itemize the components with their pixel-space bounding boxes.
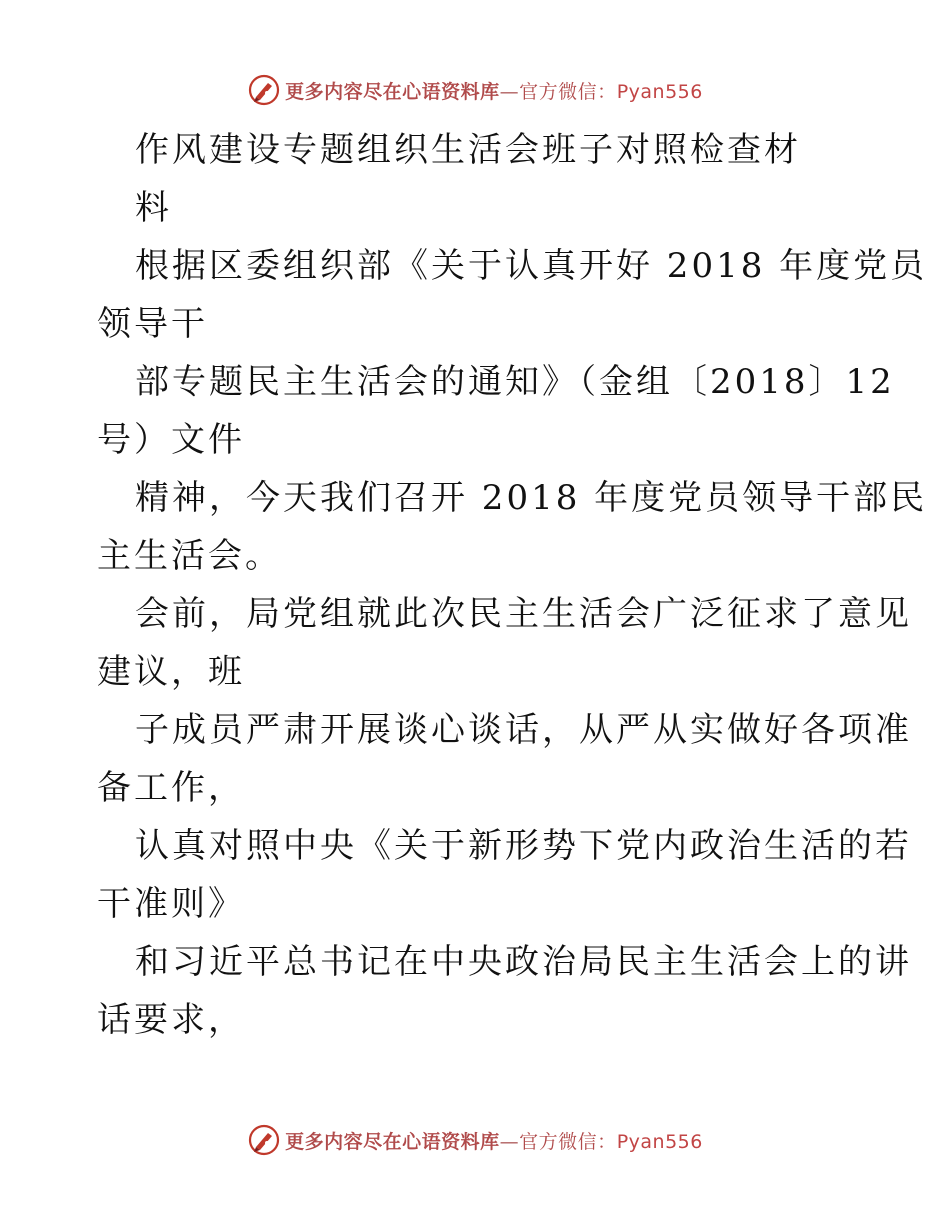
watermark-official-label: 官方微信： [519,1130,617,1153]
watermark-official-label: 官方微信： [519,80,617,103]
document-title-line-1: 作风建设专题组织生活会班子对照检查材 [135,130,801,170]
paragraph-line: 话要求， [97,1000,245,1040]
paragraph-line: 认真对照中央《关于新形势下党内政治生活的若 [135,826,912,866]
paragraph-line: 根据区委组织部《关于认真开好 2018 年度党员 [135,246,928,286]
watermark-wechat-id: Pyan556 [616,80,703,103]
paragraph-line: 部专题民主生活会的通知》（金组〔2018〕12 [135,362,895,402]
paragraph-line: 会前，局党组就此次民主生活会广泛征求了意见 [135,594,912,634]
paragraph-line: 和习近平总书记在中央政治局民主生活会上的讲 [135,942,912,982]
paragraph-line: 精神，今天我们召开 2018 年度党员领导干部民 [135,478,928,518]
paragraph-line: 建议，班 [97,652,245,692]
paragraph-line: 领导干 [97,304,208,344]
paragraph-line: 干准则》 [97,884,245,924]
watermark-dash: — [499,1130,520,1153]
paragraph-line: 备工作， [97,768,245,808]
paragraph-line: 子成员严肃开展谈心谈话，从严从实做好各项准 [135,710,912,750]
watermark-main-text: 更多内容尽在心语资料库 [285,1130,500,1153]
pen-logo-icon [247,1123,281,1157]
watermark-wechat-id: Pyan556 [616,1130,703,1153]
watermark-text [285,1127,703,1154]
document-title-line-2: 料 [135,188,172,228]
paragraph-line: 号）文件 [97,420,245,460]
watermark-footer [0,1120,950,1160]
watermark-dash: — [499,80,520,103]
paragraph-line: 主生活会。 [97,536,282,576]
watermark-main-text: 更多内容尽在心语资料库 [285,80,500,103]
